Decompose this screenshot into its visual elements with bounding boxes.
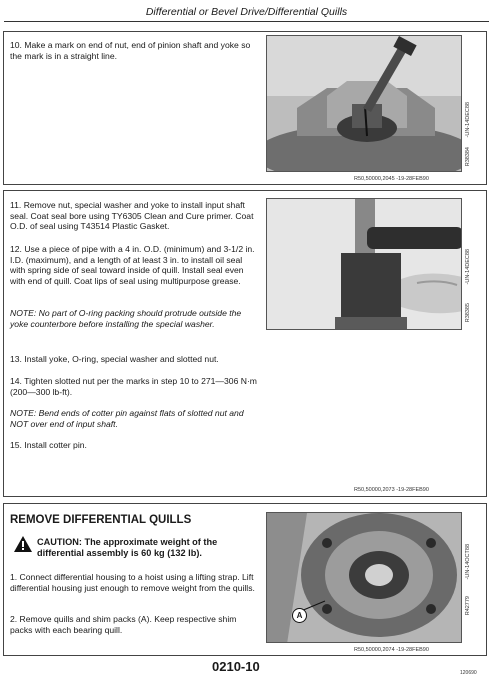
page-number: 0210-10 <box>212 659 260 674</box>
photo1-id: R38384 <box>465 147 471 167</box>
photo-quill-housing-drawing <box>267 513 462 643</box>
step-11: 11. Remove nut, special washer and yoke to install input shaft seal. Coat seal bore using TY6305 Clean and Cure primer. Coat O.D. of seal using T43514 Plastic Gasket. <box>10 200 254 232</box>
photo1-code: -UN-14DEC88 <box>465 102 471 138</box>
photo-pinion-nut-drawing <box>267 36 462 172</box>
step-10: 10. Make a mark on end of nut, end of pinion shaft and yoke so the mark is in a straight line. <box>10 40 251 61</box>
header-rule <box>4 21 489 22</box>
step-2: 2. Remove quills and shim packs (A). Keep respective shim packs with each bearing quill. <box>10 614 237 635</box>
section-heading: REMOVE DIFFERENTIAL QUILLS <box>10 514 192 526</box>
step-1: 1. Connect differential housing to a hoist using a lifting strap. Lift differential housing just enough to remove weight from the quills. <box>10 572 255 593</box>
step-12: 12. Use a piece of pipe with a 4 in. O.D. (minimum) and 3-1/2 in. I.D. (maximum), and a length of at least 3 in. to install oil seal with spring side of seal toward inside of quill. Install seal even with end of quill. Coat lips of seal using multipurpose grease. <box>10 244 255 286</box>
photo-seal-install-drawing <box>267 199 462 330</box>
footer-code: 120690 <box>460 670 477 676</box>
callout-a: A <box>292 608 307 623</box>
photo2-id: R38385 <box>465 303 471 323</box>
warning-triangle-icon <box>13 535 33 555</box>
note-cotter-pin: NOTE: Bend ends of cotter pin against flats of slotted nut and NOT over end of input shaft. <box>10 408 244 429</box>
step-14: 14. Tighten slotted nut per the marks in step 10 to 271—306 N·m (200—300 lb-ft). <box>10 376 257 397</box>
note-o-ring: NOTE: No part of O-ring packing should protrude outside the yoke counterbore before installing the special washer. <box>10 308 242 329</box>
section-install-seal <box>3 190 487 497</box>
section3-footer-ref: R50,50000,2074 -19-28FEB90 <box>354 647 429 653</box>
section-mark-nut <box>3 31 487 185</box>
caution-text: CAUTION: The approximate weight of the differential assembly is 60 kg (132 lb). <box>37 537 218 558</box>
photo-pinion-nut <box>266 35 462 172</box>
photo-quill-housing <box>266 512 462 643</box>
step-13: 13. Install yoke, O-ring, special washer and slotted nut. <box>10 354 219 364</box>
page-header <box>0 0 493 26</box>
section-remove-quills <box>3 503 487 656</box>
photo3-code: -UN-14OCT88 <box>465 544 471 580</box>
photo-seal-install <box>266 198 462 330</box>
step-15: 15. Install cotter pin. <box>10 440 87 450</box>
photo3-id: R42779 <box>465 596 471 616</box>
header-title: Differential or Bevel Drive/Differential Quills <box>145 6 348 18</box>
section2-footer-ref: R50,50000,2073 -19-28FEB90 <box>354 487 429 493</box>
photo2-code: -UN-14DEC88 <box>465 249 471 285</box>
section1-footer-ref: R50,50000,2045 -19-28FEB90 <box>354 176 429 182</box>
